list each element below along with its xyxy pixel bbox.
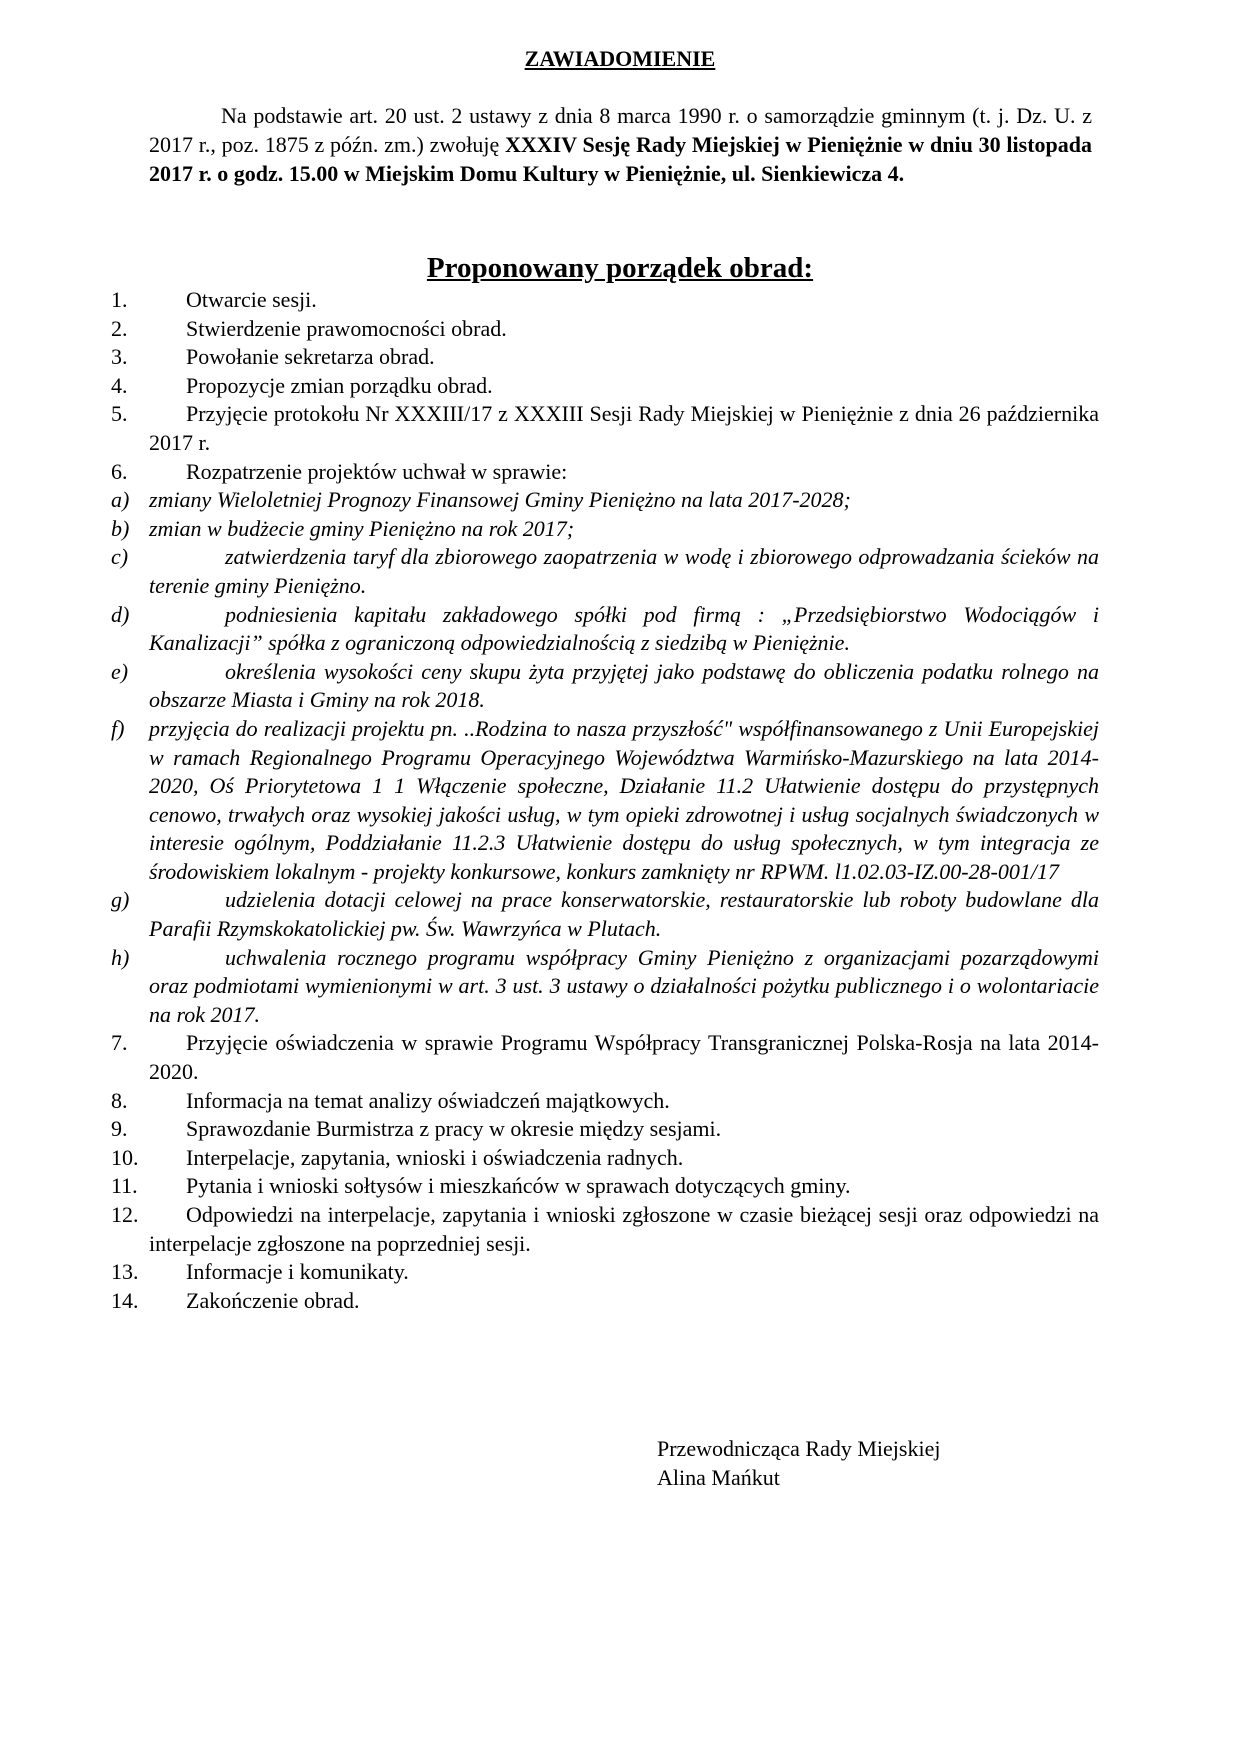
agenda-item — [111, 1287, 1099, 1316]
agenda-item-text: Pytania i wnioski sołtysów i mieszkańców w sprawach dotyczących gminy. — [186, 1173, 851, 1199]
agenda-item — [111, 1201, 1099, 1258]
signature-role: Przewodnicząca Rady Miejskiej — [657, 1436, 941, 1461]
agenda-item — [111, 458, 1099, 487]
agenda-item-text: Informacja na temat analizy oświadczeń majątkowych. — [186, 1087, 670, 1113]
agenda-item-label: 4. — [111, 372, 128, 398]
agenda-subitem-text: zmiany Wieloletniej Prognozy Finansowej Gminy Pieniężno na lata 2017-2028; — [149, 487, 851, 513]
agenda-item-text: Otwarcie sesji. — [186, 287, 317, 312]
agenda-item — [111, 1087, 1099, 1116]
agenda-item — [111, 1144, 1099, 1173]
agenda-item-label: 14. — [111, 1287, 139, 1313]
agenda-subitem — [111, 601, 1099, 658]
agenda-subitem — [111, 543, 1099, 600]
agenda-item — [111, 315, 1099, 344]
agenda-subitem — [111, 944, 1099, 1030]
agenda-subitem-label: d) — [111, 601, 130, 627]
agenda-item-label: 12. — [111, 1202, 139, 1227]
agenda-subitem-label: f) — [111, 715, 125, 741]
agenda-item-text: Powołanie sekretarza obrad. — [186, 344, 435, 370]
agenda-item-text: Przyjęcie oświadczenia w sprawie Programu Współpracy Transgranicznej Polska-Rosja na lata 2014-2020. — [149, 1030, 1099, 1085]
agenda-subitem-text: określenia wysokości ceny skupu żyta przyjętej jako podstawę do obliczenia podatku rolnego na obszarze Miasta i Gminy na rok 2018. — [149, 658, 1099, 713]
agenda-subitem — [111, 886, 1099, 943]
agenda-item — [111, 372, 1099, 401]
agenda-subitem-text: uchwalenia rocznego programu współpracy Gminy Pieniężno z organizacjami pozarządowymi oraz podmiotami wymienionymi w art. 3 ust. 3 ustawy o działalności pożytku publicznego i o wolontariacie na rok 2017. — [149, 944, 1099, 1027]
agenda-subitem — [111, 715, 1099, 887]
agenda-item-text: Informacje i komunikaty. — [186, 1259, 409, 1285]
agenda-item-label: 9. — [111, 1116, 128, 1142]
agenda-subitem-label: b) — [111, 515, 130, 541]
agenda-item-label: 10. — [111, 1144, 139, 1170]
agenda-item-label: 5. — [111, 401, 128, 427]
agenda-item-label: 13. — [111, 1259, 139, 1285]
agenda-item — [111, 343, 1099, 372]
agenda-item-text: Sprawozdanie Burmistrza z pracy w okresie między sesjami. — [186, 1116, 722, 1142]
agenda-item-text: Rozpatrzenie projektów uchwał w sprawie: — [186, 458, 568, 484]
signature-name: Alina Mańkut — [657, 1465, 780, 1490]
agenda-subitem — [111, 486, 1099, 515]
intro-text-bold: XXXIV Sesję Rady Miejskiej w Pieniężnie w dniu 30 listopada 2017 r. o godz. 15.00 w Miejskim Domu Kultury w Pieniężnie, ul. Sienkiewicza 4. — [149, 132, 1092, 186]
agenda-subitem-label: h) — [111, 944, 130, 970]
agenda-list — [111, 286, 1099, 1315]
document-title: ZAWIADOMIENIE — [524, 46, 716, 71]
agenda-subitem-text: przyjęcia do realizacji projektu pn. ..Rodzina to nasza przyszłość" współfinansowanego z Unii Europejskiej w ramach Regionalnego Programu Operacyjnego Województwa Warmińsko-Mazurskiego na lata 2014-2020, Oś Priorytetowa 1 1 Włączenie społeczne, Działanie 11.2 Ułatwienie dostępu do przystępnych cenowo, trwałych oraz wysokiej jakości usług, w tym opieki zdrowotnej i usług socjalnych świadczonych w interesie ogólnym, Poddziałanie 11.2.3 Ułatwienie dostępu do usług społecznych, w tym integracja ze środowiskiem lokalnym - projekty konkursowe, konkurs zamknięty nr RPWM. l1.02.03-IZ.00-28-001/17 — [149, 715, 1099, 884]
agenda-item-label: 3. — [111, 344, 128, 370]
agenda-subitem-label: e) — [111, 658, 129, 684]
agenda-item-text: Zakończenie obrad. — [186, 1287, 360, 1313]
agenda-item — [111, 400, 1099, 457]
agenda-item-text: Stwierdzenie prawomocności obrad. — [186, 315, 507, 341]
intro-text — [149, 101, 1092, 188]
intro-text-regular: Na podstawie art. 20 ust. 2 ustawy z dnia 8 marca 1990 r. o samorządzie gminnym (t. j. Dz. U. z 2017 r., poz. 1875 z późn. zm.) zwołuję — [149, 103, 1092, 157]
agenda-item — [111, 1115, 1099, 1144]
agenda-title: Proponowany porządek obrad: — [426, 252, 814, 284]
agenda-item-label: 7. — [111, 1030, 128, 1056]
agenda-subitem-label: g) — [111, 887, 130, 913]
agenda-item-label: 2. — [111, 315, 128, 341]
agenda-subitem-text: udzielenia dotacji celowej na prace konserwatorskie, restauratorskie lub roboty budowlane dla Parafii Rzymskokatolickiej pw. Św. Wawrzyńca w Plutach. — [149, 887, 1099, 942]
agenda-subitem-text: podniesienia kapitału zakładowego spółki pod firmą : „Przedsiębiorstwo Wodociągów i Kanalizacji” spółka z ograniczoną odpowiedzialnością z siedzibą w Pieniężnie. — [149, 601, 1099, 656]
agenda-item-label: 6. — [111, 458, 128, 484]
agenda-item-label: 11. — [111, 1173, 138, 1199]
agenda-item — [111, 1172, 1099, 1201]
agenda-item-text: Interpelacje, zapytania, wnioski i oświadczenia radnych. — [186, 1144, 684, 1170]
agenda-subitem-text: zatwierdzenia taryf dla zbiorowego zaopatrzenia w wodę i zbiorowego odprowadzania ścieków na terenie gminy Pieniężno. — [149, 544, 1099, 598]
agenda-subitem-label: a) — [111, 487, 130, 513]
agenda-item-text: Propozycje zmian porządku obrad. — [186, 372, 493, 398]
agenda-item-label: 1. — [111, 287, 128, 312]
agenda-subitem — [111, 658, 1099, 715]
signature-block — [657, 1434, 940, 1492]
agenda-item — [111, 286, 1099, 315]
agenda-subitem-text: zmian w budżecie gminy Pieniężno na rok 2017; — [149, 515, 575, 541]
agenda-item-text: Przyjęcie protokołu Nr XXXIII/17 z XXXIII Sesji Rady Miejskiej w Pieniężnie z dnia 26 października 2017 r. — [149, 401, 1099, 455]
agenda-item-text: Odpowiedzi na interpelacje, zapytania i wnioski zgłoszone w czasie bieżącej sesji oraz odpowiedzi na interpelacje zgłoszone na poprzedniej sesji. — [149, 1202, 1099, 1256]
agenda-item — [111, 1258, 1099, 1287]
agenda-subitem — [111, 515, 1099, 544]
agenda-subitem-label: c) — [111, 544, 129, 570]
intro-paragraph — [149, 101, 1092, 188]
agenda-item-label: 8. — [111, 1087, 128, 1113]
agenda-item — [111, 1029, 1099, 1086]
